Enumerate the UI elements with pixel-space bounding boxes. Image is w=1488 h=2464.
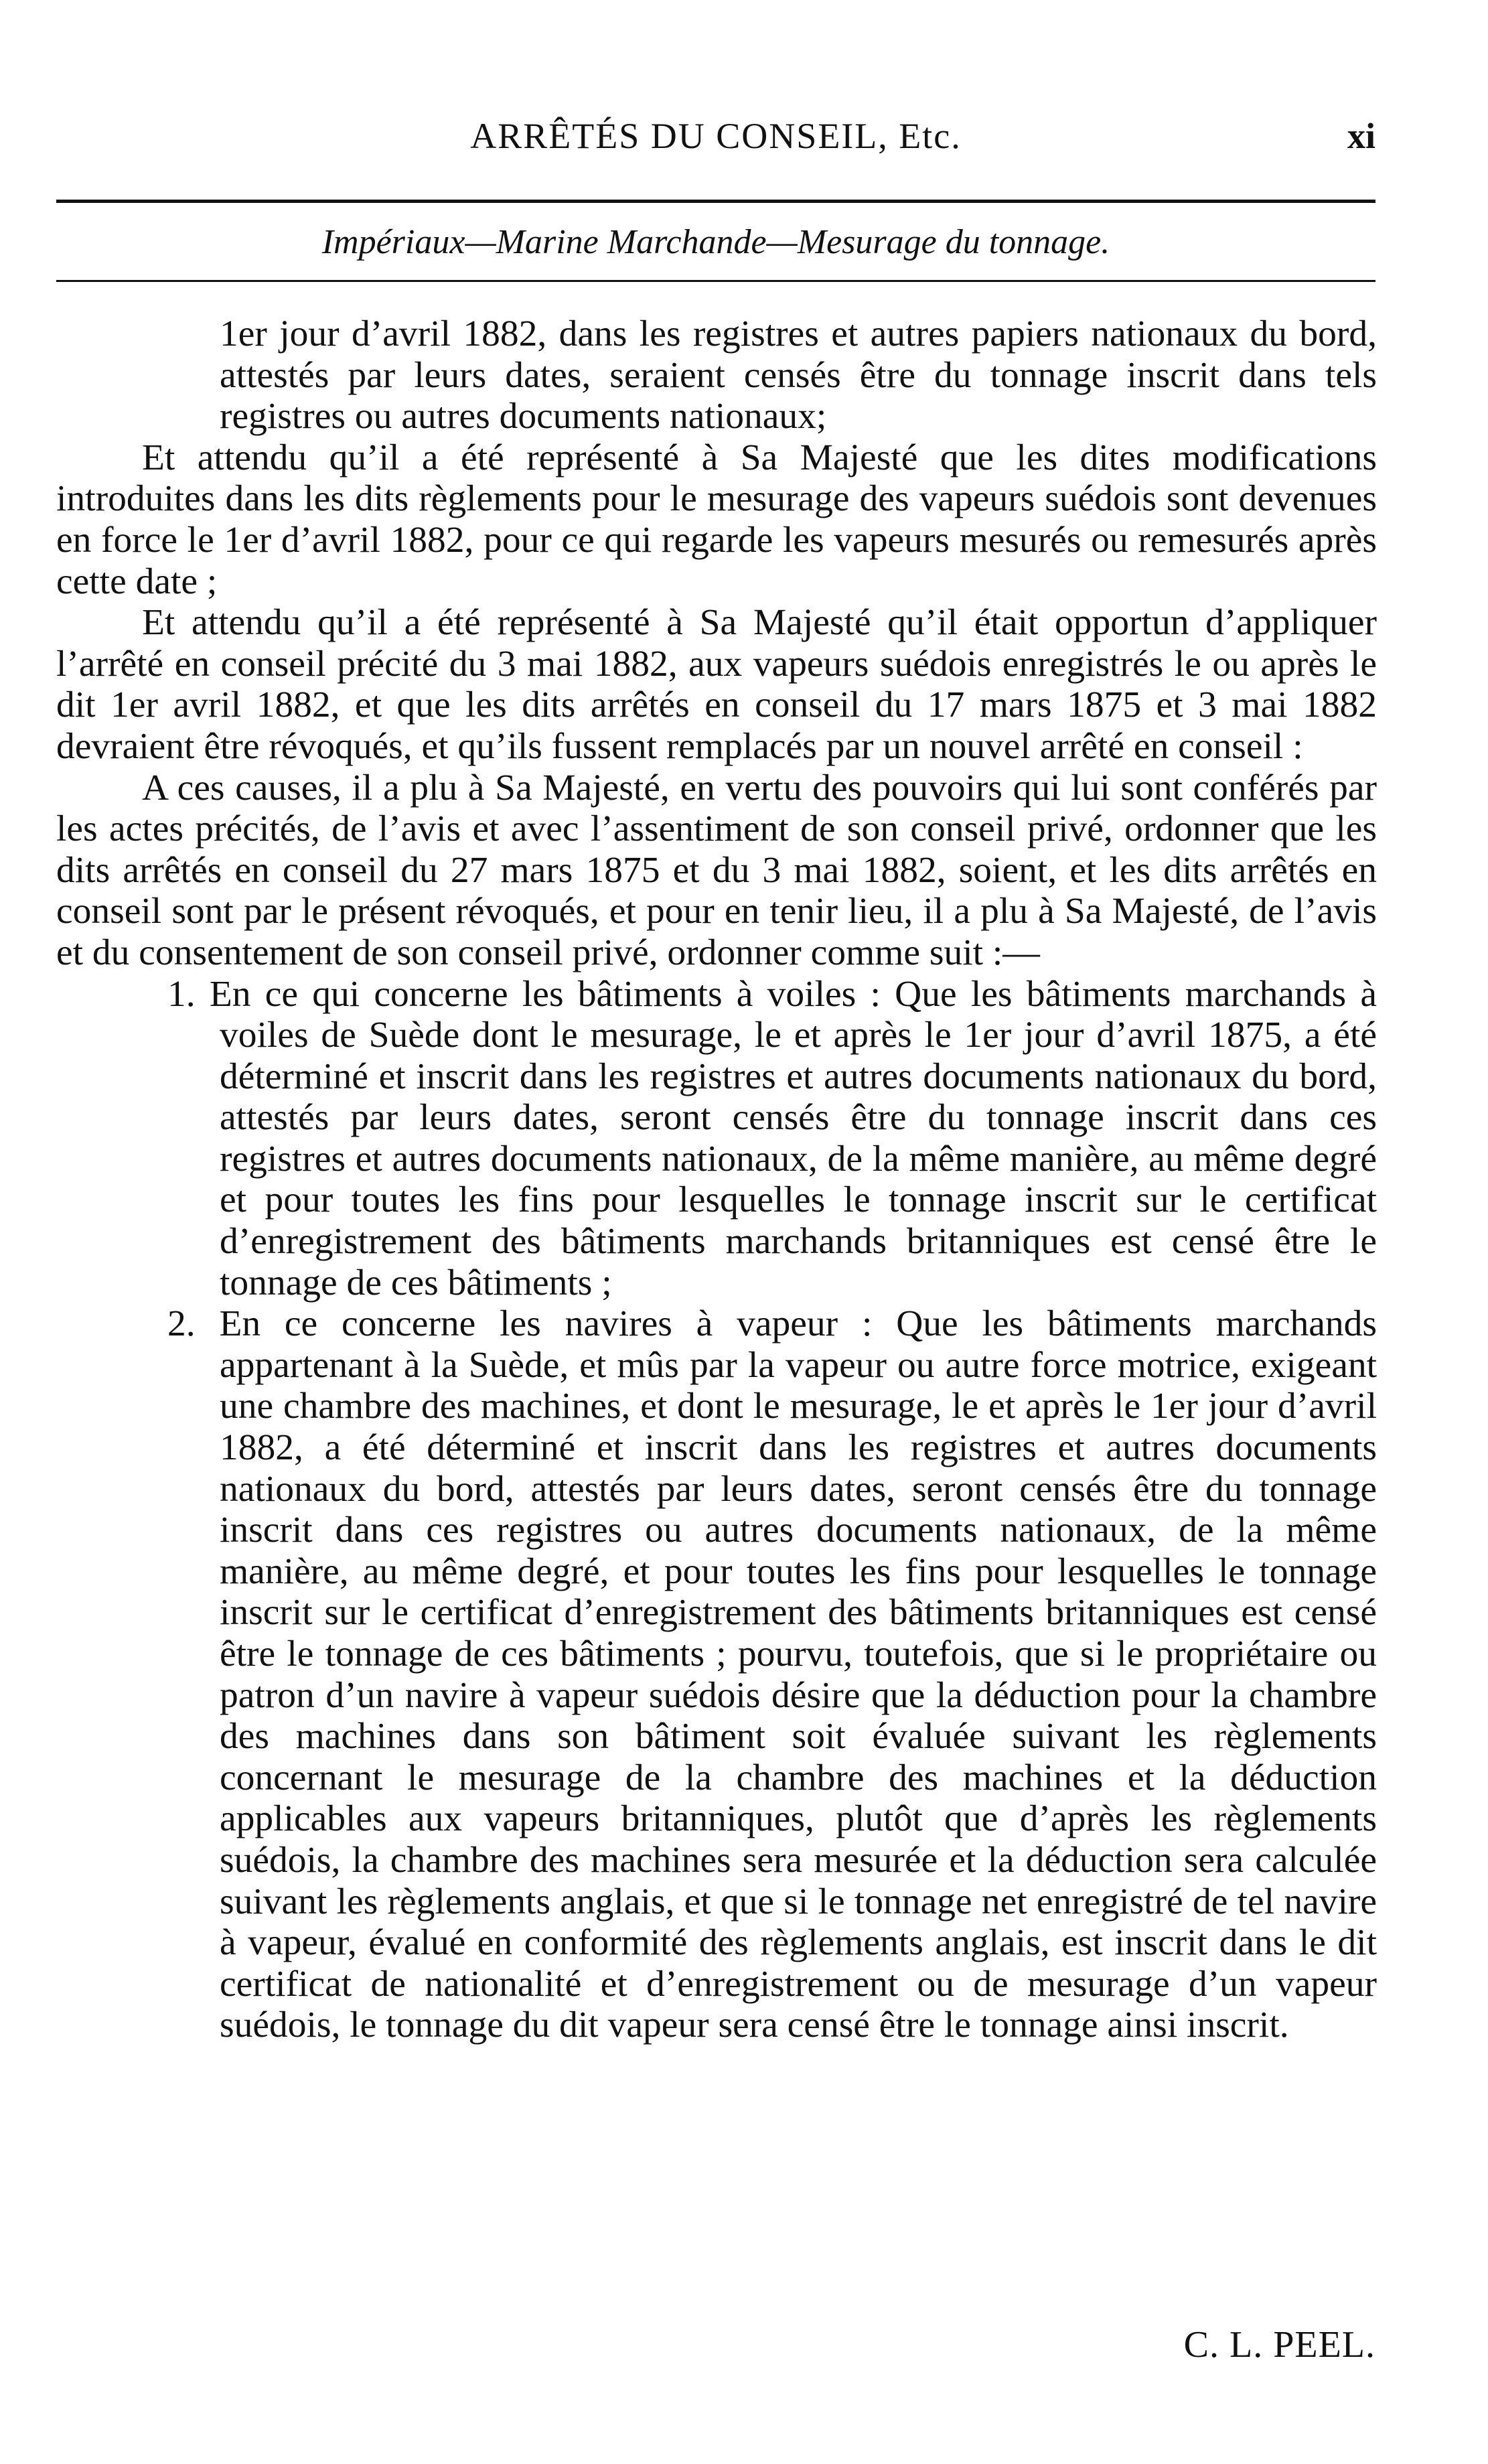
section-subhead: Impériaux—Marine Marchande—Mesurage du tonnage. (321, 223, 1110, 261)
running-head (56, 113, 1375, 159)
paragraph-whereas-opportune: Et attendu qu’il a été représenté à Sa Majesté qu’il était opportun d’appliquer l’arrêté en conseil précité du 3 mai 1882, aux vapeurs suédois enregistrés le ou après le dit 1er avril 1882, et que les dits arrêtés en conseil du 17 mars 1875 et 3 mai 1882 devraient être révoqués, et qu’ils fussent remplacés par un nouvel arrêté en conseil : (56, 602, 1377, 767)
continuation-paragraph: 1er jour d’avril 1882, dans les registres et autres papiers nationaux du bord, attestés par leurs dates, seraient censés être du tonnage inscrit dans tels registres ou autres documents nationaux; (220, 313, 1377, 437)
body-text (56, 313, 1377, 2046)
paragraph-whereas-modifications: Et attendu qu’il a été représenté à Sa Majesté que les dites modifications introduites dans les dits règlements pour le mesurage des vapeurs suédois sont devenues en force le 1er d’avril 1882, pour ce qui regarde les vapeurs mesurés ou remesurés après cette date ; (56, 437, 1377, 602)
running-title: ARRÊTÉS DU CONSEIL, Etc. (470, 116, 962, 156)
page-number: xi (1347, 116, 1375, 156)
bottom-rule (56, 280, 1375, 282)
list-item-steamships: 2. En ce concerne les navires à vapeur : Que les bâtiments marchands appartenant à la Suède, et mûs par la vapeur ou autre force motrice, exigeant une chambre des machines, et dont le mesurage, le et après le 1er jour d’avril 1882, a été déterminé et inscrit dans les registres et autres documents nationaux du bord, attestés par leurs dates, seront censés être du tonnage inscrit dans ces registres ou autres documents nationaux, de la même manière, au même degré, et pour toutes les fins pour lesquelles le tonnage inscrit sur le certificat d’enregistrement des bâtiments britanniques est censé être le tonnage de ces bâtiments ; pourvu, toutefois, que si le propriétaire ou patron d’un navire à vapeur suédois désire que la déduction pour la chambre des machines dans son bâtiment soit évaluée suivant les règlements concernant le mesurage de la chambre des machines et la déduction applicables aux vapeurs britanniques, plutôt que d’après les règlements suédois, la chambre des machines sera mesurée et la déduction sera calculée suivant les règlements anglais, et que si le tonnage net enregistré de tel navire à vapeur, évalué en conformité des règlements anglais, est inscrit dans le dit certificat de nationalité et d’enregistrement ou de mesurage d’un vapeur suédois, le tonnage du dit vapeur sera censé être le tonnage ainsi inscrit. (167, 1303, 1377, 2046)
paragraph-order: A ces causes, il a plu à Sa Majesté, en vertu des pouvoirs qui lui sont conférés par les actes précités, de l’avis et avec l’assentiment de son conseil privé, ordonner que les dits arrêtés en conseil du 27 mars 1875 et du 3 mai 1882, soient, et les dits arrêtés en conseil sont par le présent révoqués, et pour en tenir lieu, il a plu à Sa Majesté, de l’avis et du consentement de son conseil privé, ordonner comme suit :— (56, 767, 1377, 973)
signature: C. L. PEEL. (1183, 2324, 1375, 2366)
top-rule (56, 200, 1375, 203)
list-item-sailing-ships: 1. En ce qui concerne les bâtiments à voiles : Que les bâtiments marchands à voiles de Suède dont le mesurage, le et après le 1er jour d’avril 1875, a été déterminé et inscrit dans les registres et autres documents nationaux du bord, attestés par leurs dates, seront censés être du tonnage inscrit dans ces registres et autres documents nationaux, de la même manière, au même degré et pour toutes les fins pour lesquelles le tonnage inscrit sur le certificat d’enregistrement des bâtiments marchands britanniques est censé être le tonnage de ces bâtiments ; (167, 973, 1377, 1303)
